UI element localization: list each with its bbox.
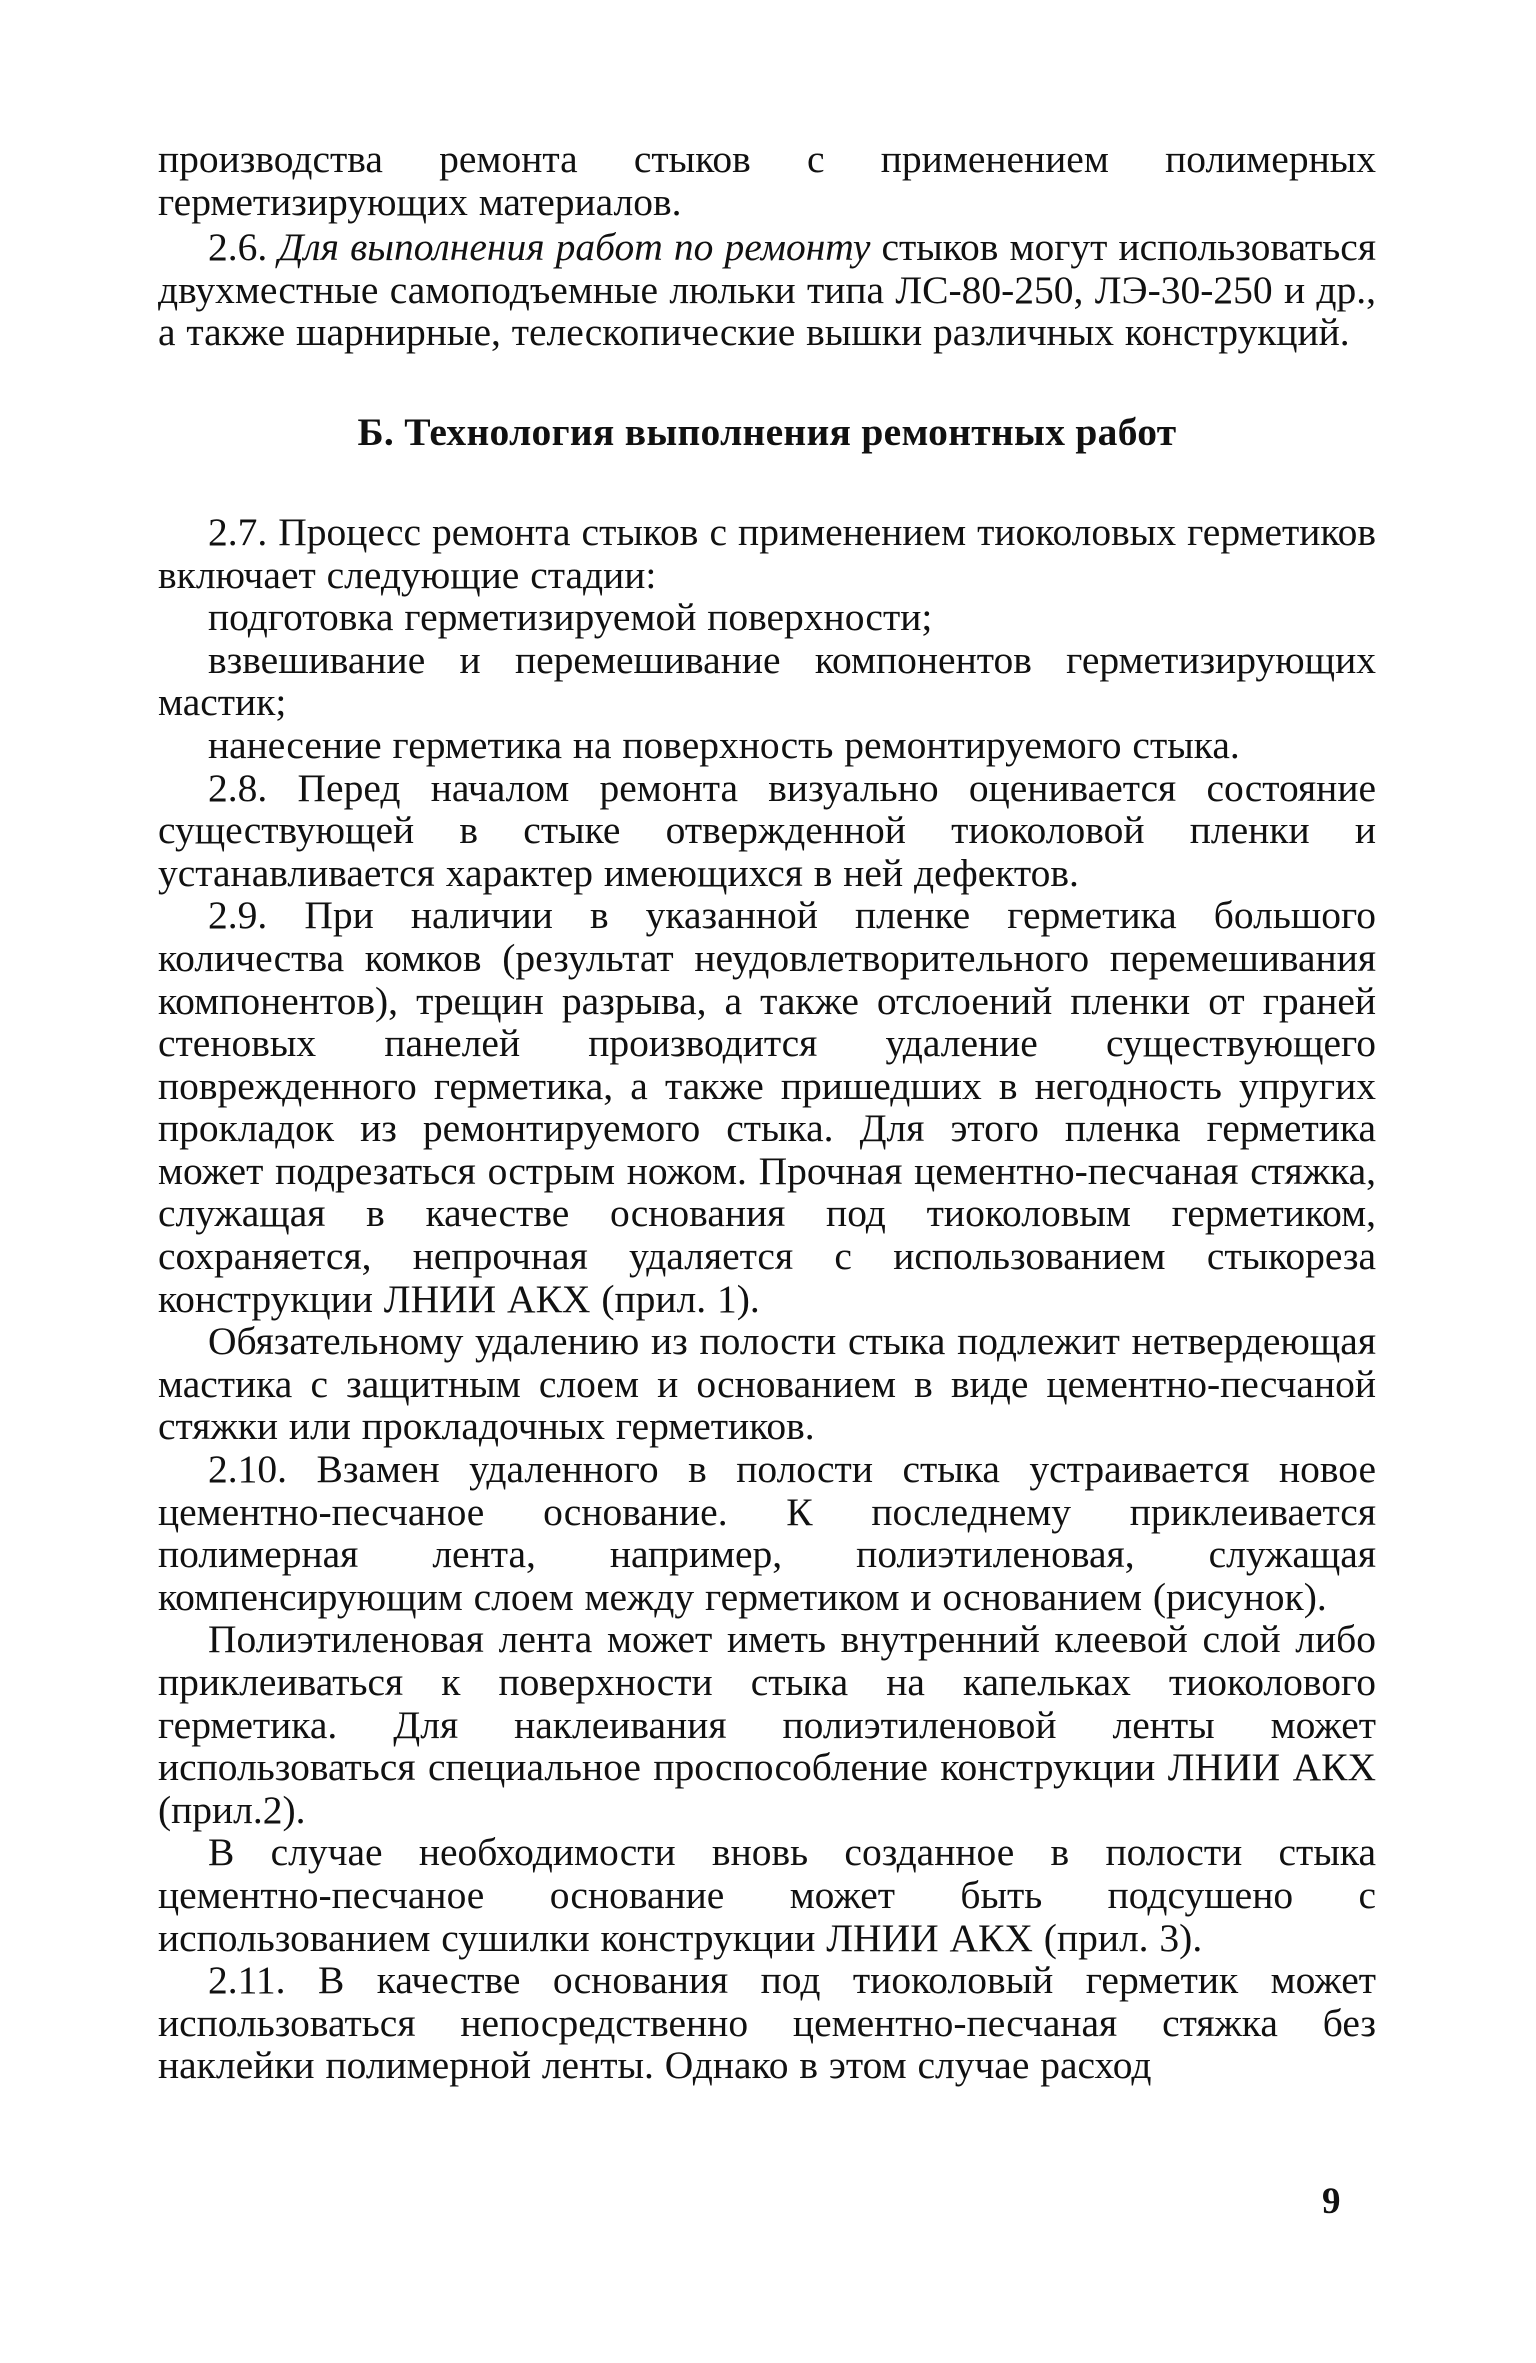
italic-phrase: Для выполнения работ по ремонту bbox=[278, 225, 871, 270]
paragraph-2-6 bbox=[158, 226, 1376, 354]
list-item-application: нанесение герметика на поверхность ремонтируемого стыка. bbox=[208, 722, 1240, 767]
page-number: 9 bbox=[1322, 2181, 1341, 2222]
paragraph-2-8: 2.8. Перед началом ремонта визуально оценивается состояние существующей в стыке отвержденной тиоколовой пленки и устанавливается характер имеющихся в ней дефектов. bbox=[158, 765, 1376, 895]
paragraph-number: 2.6. bbox=[208, 225, 268, 270]
paragraph-2-11: 2.11. В качестве основания под тиоколовый герметик может использоваться непосредственно цементно-песчаная стяжка без наклейки полимерной ленты. Однако в этом случае расход bbox=[158, 1958, 1376, 2088]
paragraph-2-7: 2.7. Процесс ремонта стыков с применением тиоколовых герметиков включает следующие стадии: bbox=[158, 509, 1376, 597]
section-heading: Б. Технология выполнения ремонтных работ bbox=[357, 409, 1177, 454]
document-page bbox=[158, 138, 1376, 2087]
paragraph-2-9-removal: Обязательному удалению из полости стыка подлежит нетвердеющая мастика с защитным слоем и основанием в виде цементно-песчаной стяжки или прокладочных герметиков. bbox=[158, 1319, 1376, 1449]
paragraph-intro: производства ремонта стыков с применением полимерных герметизирующих материалов. bbox=[158, 137, 1376, 224]
paragraph-2-9: 2.9. При наличии в указанной пленке герметика большого количества комков (результат неудовлетворительного перемешивания компонентов), трещин разрыва, а также отслоений пленки от граней стеновых панелей производится удаление существующего поврежденного герметика, а также пришедших в негодность упругих прокладок из ремонтируемого стыка. Для этого пленка герметика может подрезаться острым ножом. Прочная цементно-песчаная стяжка, служащая в качестве основания под тиоколовым герметиком, сохраняется, непрочная удаляется с использованием стыкореза конструкции ЛНИИ АКХ (прил. 1). bbox=[158, 893, 1376, 1321]
paragraph-2-10: 2.10. Взамен удаленного в полости стыка устраивается новое цементно-песчаное основание. К последнему приклеивается полимерная лента, например, полиэтиленовая, служащая компенсирующим слоем между герметиком и основанием (рисунок). bbox=[158, 1447, 1376, 1619]
paragraph-2-10-drying: В случае необходимости вновь созданное в полости стыка цементно-песчаное основание может быть подсушено с использованием сушилки конструкции ЛНИИ АКХ (прил. 3). bbox=[158, 1830, 1376, 1960]
paragraph-body: стыков могут использоваться двухместные самоподъемные люльки типа ЛС-80-250, ЛЭ-30-250 и др., а также шарнирные, телескопические вышки различных конструкций. bbox=[158, 225, 1376, 355]
list-item-preparation: подготовка герметизируемой поверхности; bbox=[208, 595, 933, 640]
paragraph-2-10-polyethylene: Полиэтиленовая лента может иметь внутренний клеевой слой либо приклеиваться к поверхности стыка на капельках тиоколового герметика. Для наклеивания полиэтиленовой ленты может использоваться специальное проспособление конструкции ЛНИИ АКХ (прил.2). bbox=[158, 1617, 1376, 1832]
list-item-weighing: взвешивание и перемешивание компонентов герметизирующих мастик; bbox=[158, 637, 1376, 725]
